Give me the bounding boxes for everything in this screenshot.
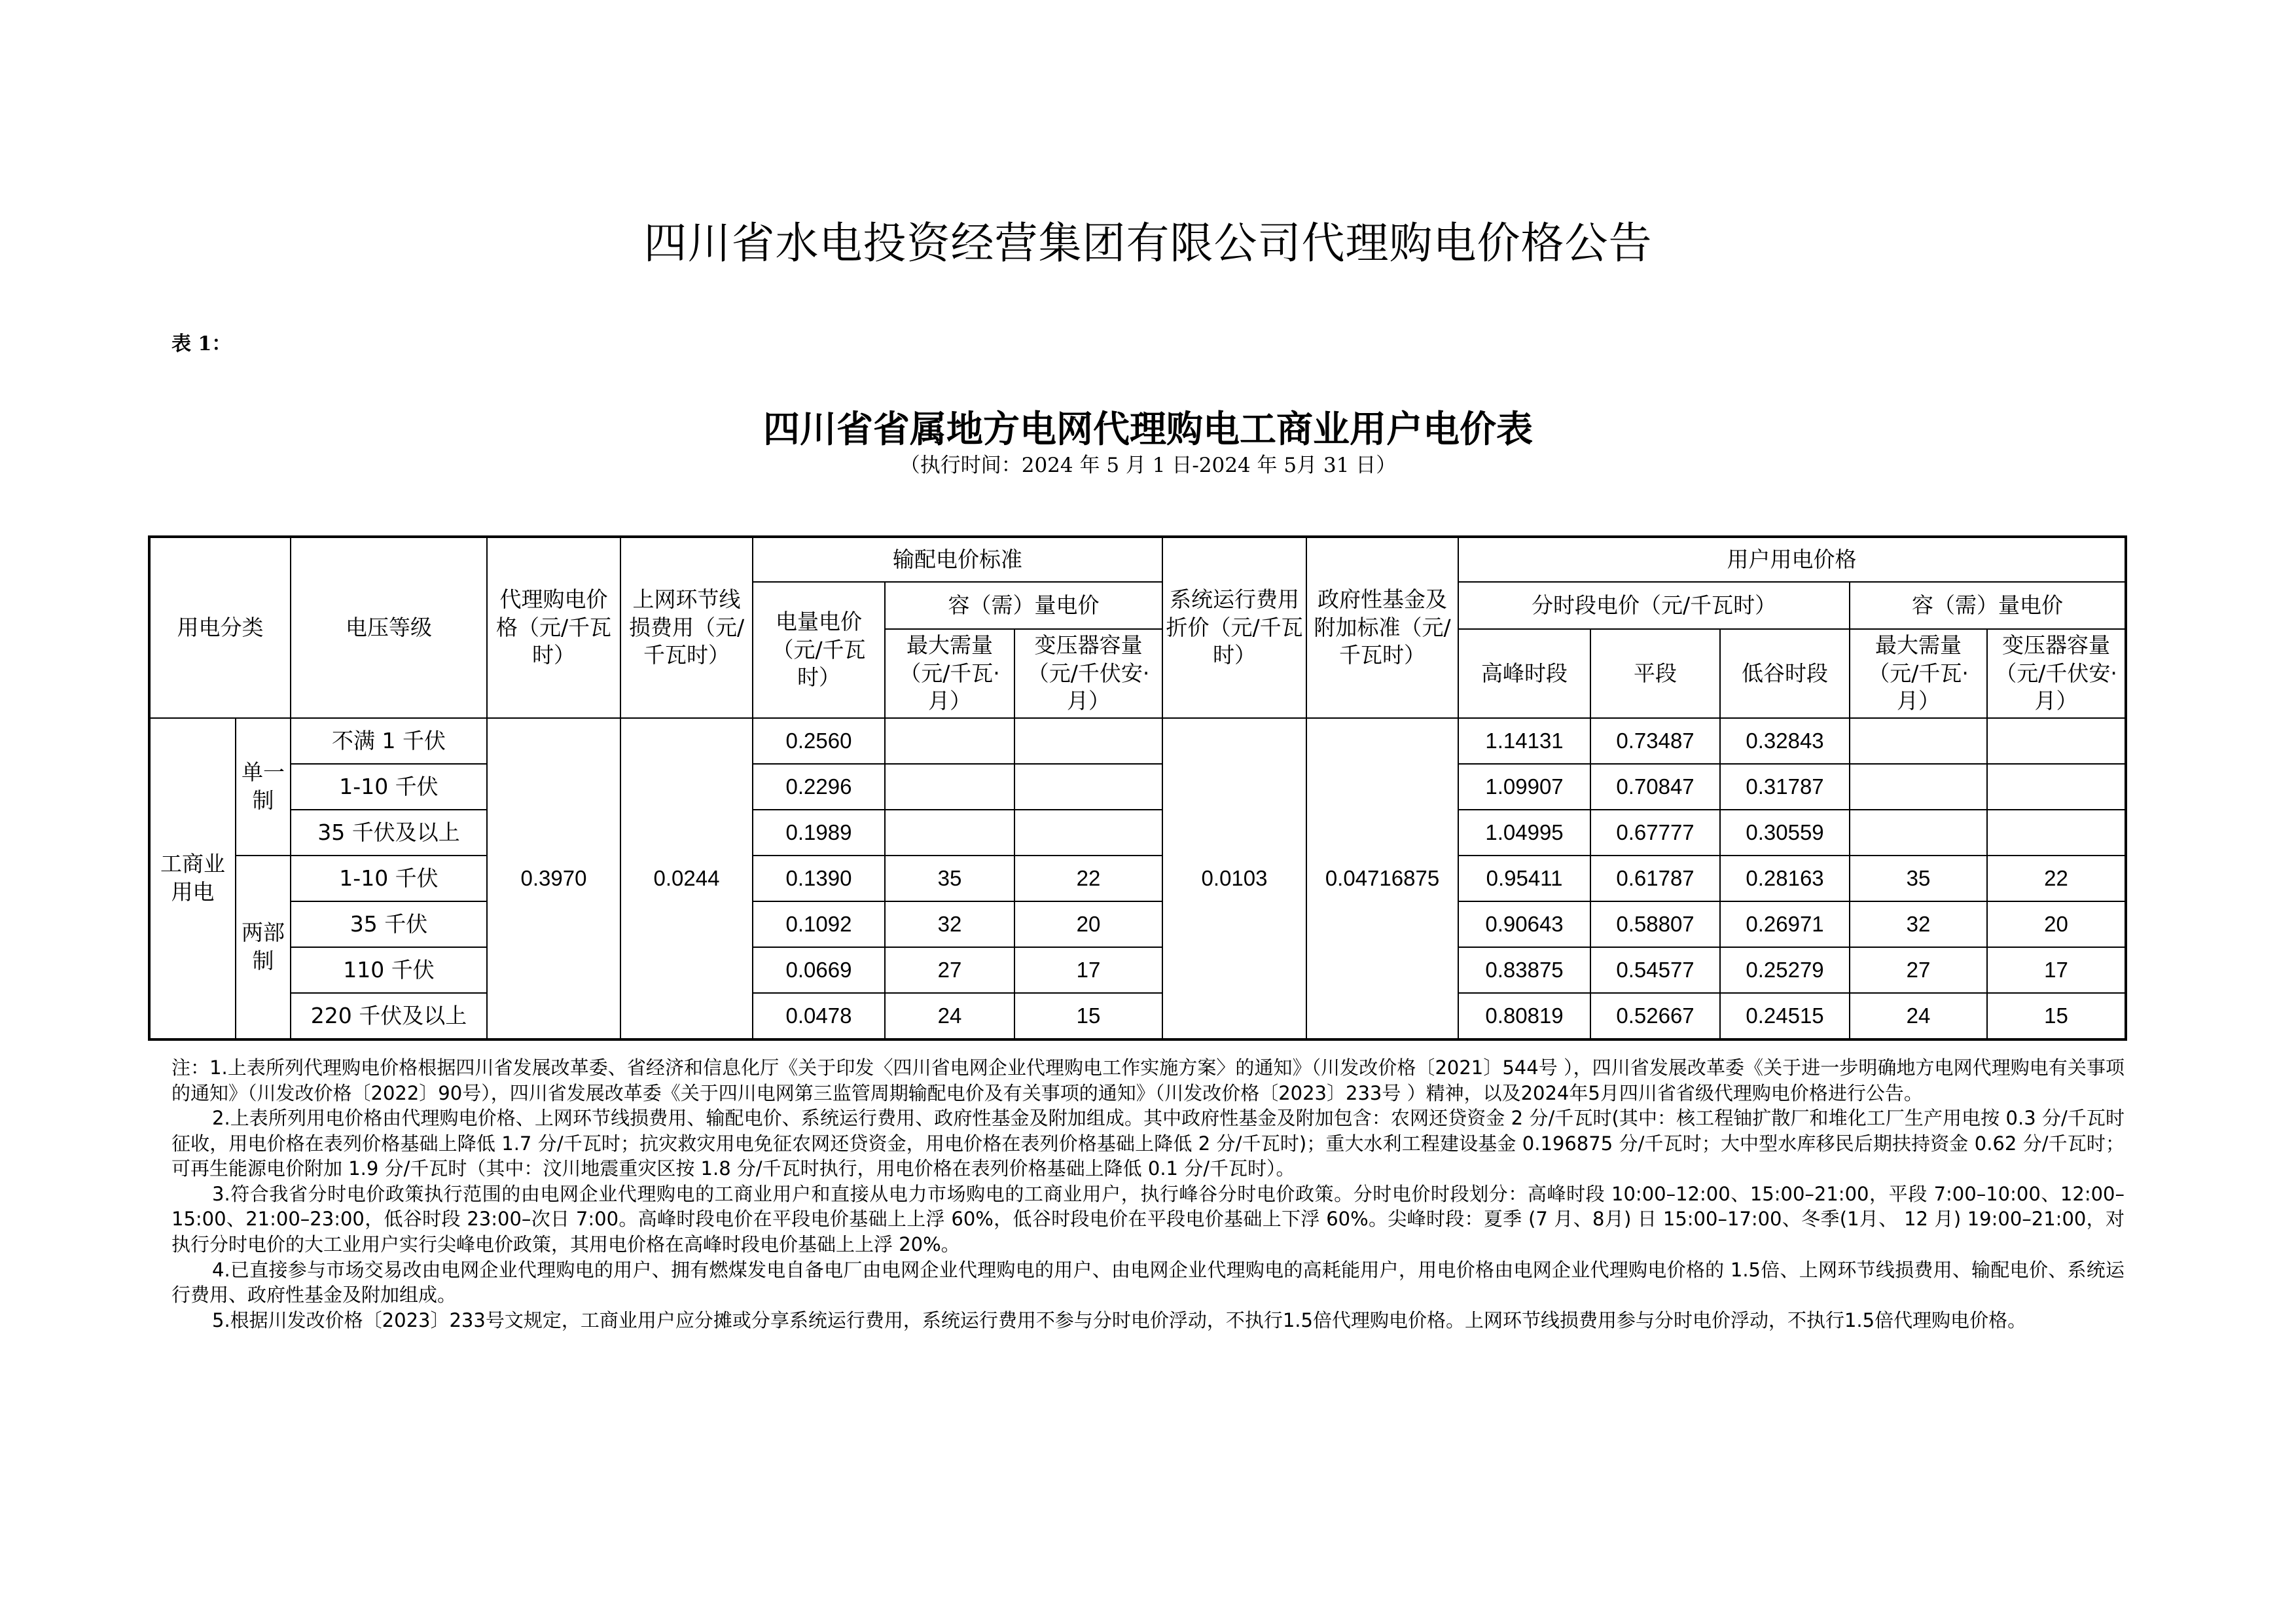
valley-cell: 0.26971 bbox=[1720, 901, 1850, 947]
user-max-demand-cell: 35 bbox=[1850, 856, 1987, 901]
flat-cell: 0.58807 bbox=[1590, 901, 1720, 947]
user-max-demand-cell: 32 bbox=[1850, 901, 1987, 947]
user-transformer-cell: 20 bbox=[1987, 901, 2126, 947]
voltage-cell: 35 千伏 bbox=[291, 901, 487, 947]
table-label: 表 1： bbox=[171, 333, 232, 355]
agency-price-cell: 0.3970 bbox=[487, 718, 620, 1039]
user-transformer-cell bbox=[1987, 764, 2126, 810]
table-subtitle: （执行时间：2024 年 5 月 1 日-2024 年 5月 31 日） bbox=[899, 454, 1397, 477]
user-transformer-cell: 15 bbox=[1987, 993, 2126, 1039]
header-system-fee: 系统运行费用折价（元/千瓦时） bbox=[1162, 537, 1306, 718]
max-demand-cell: 35 bbox=[885, 856, 1014, 901]
peak-cell: 1.14131 bbox=[1458, 718, 1590, 764]
max-demand-cell: 27 bbox=[885, 947, 1014, 993]
table-row bbox=[149, 901, 2126, 947]
header-valley: 低谷时段 bbox=[1720, 629, 1850, 718]
peak-cell: 1.04995 bbox=[1458, 810, 1590, 856]
table-row bbox=[149, 856, 2126, 901]
transformer-cell bbox=[1014, 810, 1162, 856]
header-energy-price: 电量电价（元/千瓦时） bbox=[753, 582, 885, 718]
user-max-demand-cell: 27 bbox=[1850, 947, 1987, 993]
header-agency-price: 代理购电价格（元/千瓦时） bbox=[487, 537, 620, 718]
flat-cell: 0.70847 bbox=[1590, 764, 1720, 810]
user-transformer-cell: 17 bbox=[1987, 947, 2126, 993]
notes-section bbox=[171, 1055, 2125, 1333]
gov-fund-cell: 0.04716875 bbox=[1306, 718, 1458, 1039]
peak-cell: 0.80819 bbox=[1458, 993, 1590, 1039]
header-loss-fee: 上网环节线损费用（元/千瓦时） bbox=[620, 537, 753, 718]
voltage-cell: 1-10 千伏 bbox=[291, 856, 487, 901]
peak-cell: 0.83875 bbox=[1458, 947, 1590, 993]
user-max-demand-cell: 24 bbox=[1850, 993, 1987, 1039]
valley-cell: 0.24515 bbox=[1720, 993, 1850, 1039]
max-demand-cell bbox=[885, 810, 1014, 856]
user-max-demand-cell bbox=[1850, 764, 1987, 810]
voltage-cell: 1-10 千伏 bbox=[291, 764, 487, 810]
voltage-cell: 220 千伏及以上 bbox=[291, 993, 487, 1039]
header-peak: 高峰时段 bbox=[1458, 629, 1590, 718]
voltage-cell: 不满 1 千伏 bbox=[291, 718, 487, 764]
max-demand-cell bbox=[885, 764, 1014, 810]
flat-cell: 0.61787 bbox=[1590, 856, 1720, 901]
energy-cell: 0.0669 bbox=[753, 947, 885, 993]
table-row bbox=[149, 764, 2126, 810]
valley-cell: 0.31787 bbox=[1720, 764, 1850, 810]
single-label: 单一制 bbox=[236, 718, 291, 856]
voltage-cell: 35 千伏及以上 bbox=[291, 810, 487, 856]
header-transmission: 输配电价标准 bbox=[753, 537, 1162, 582]
header-category: 用电分类 bbox=[149, 537, 291, 718]
voltage-cell: 110 千伏 bbox=[291, 947, 487, 993]
valley-cell: 0.32843 bbox=[1720, 718, 1850, 764]
page-title: 四川省水电投资经营集团有限公司代理购电价格公告 bbox=[643, 218, 1653, 268]
header-tou-price: 分时段电价（元/千瓦时） bbox=[1458, 582, 1850, 629]
user-transformer-cell bbox=[1987, 810, 2126, 856]
two-part-label: 两部制 bbox=[236, 856, 291, 1039]
header-transformer: 变压器容量（元/千伏安·月） bbox=[1014, 629, 1162, 718]
header-gov-fund: 政府性基金及附加标准（元/千瓦时） bbox=[1306, 537, 1458, 718]
energy-cell: 0.1989 bbox=[753, 810, 885, 856]
flat-cell: 0.54577 bbox=[1590, 947, 1720, 993]
max-demand-cell: 24 bbox=[885, 993, 1014, 1039]
header-capacity-price: 容（需）量电价 bbox=[885, 582, 1162, 629]
flat-cell: 0.73487 bbox=[1590, 718, 1720, 764]
flat-cell: 0.52667 bbox=[1590, 993, 1720, 1039]
table-title: 四川省省属地方电网代理购电工商业用户电价表 bbox=[763, 408, 1533, 451]
transformer-cell: 22 bbox=[1014, 856, 1162, 901]
header-max-demand: 最大需量（元/千瓦·月） bbox=[885, 629, 1014, 718]
energy-cell: 0.2296 bbox=[753, 764, 885, 810]
table-row bbox=[149, 718, 2126, 764]
loss-fee-cell: 0.0244 bbox=[620, 718, 753, 1039]
note-5: 5.根据川发改价格〔2023〕233号文规定，工商业用户应分摊或分享系统运行费用，系统运行费用不参与分时电价浮动，不执行1.5倍代理购电价格。上网环节线损费用参与分时电价浮动，不执行1.5倍代理购电价格。 bbox=[212, 1308, 2027, 1331]
header-voltage: 电压等级 bbox=[291, 537, 487, 718]
peak-cell: 1.09907 bbox=[1458, 764, 1590, 810]
transformer-cell: 15 bbox=[1014, 993, 1162, 1039]
header-user-transformer: 变压器容量（元/千伏安·月） bbox=[1987, 629, 2126, 718]
max-demand-cell: 32 bbox=[885, 901, 1014, 947]
energy-cell: 0.1390 bbox=[753, 856, 885, 901]
header-user-capacity: 容（需）量电价 bbox=[1850, 582, 2126, 629]
header-user-price: 用户用电价格 bbox=[1458, 537, 2126, 582]
table-row bbox=[149, 947, 2126, 993]
note-4: 4.已直接参与市场交易改由电网企业代理购电的用户、拥有燃煤发电自备电厂由电网企业代理购电的用户、由电网企业代理购电的高耗能用户，用电价格由电网企业代理购电价格的 1.5倍、上网环节线损费用、输配电价、系统运行费用、政府性基金及附加组成。 bbox=[171, 1258, 2125, 1307]
user-transformer-cell: 22 bbox=[1987, 856, 2126, 901]
valley-cell: 0.28163 bbox=[1720, 856, 1850, 901]
transformer-cell bbox=[1014, 764, 1162, 810]
energy-cell: 0.1092 bbox=[753, 901, 885, 947]
user-max-demand-cell bbox=[1850, 718, 1987, 764]
peak-cell: 0.95411 bbox=[1458, 856, 1590, 901]
note-1: 注：1.上表所列代理购电价格根据四川省发展改革委、省经济和信息化厅《关于印发〈四川省电网企业代理购电工作实施方案〉的通知》（川发改价格〔2021〕544号 ），四川省发展改革委《关于进一步明确地方电网代理购电有关事项的通知》（川发改价格〔2022〕90号），四川省发展改革委《关于四川电网第三监管周期输配电价及有关事项的通知》（川发改价格〔2023〕233号 ）精神，以及2024年5月四川省省级代理购电价格进行公告。 bbox=[171, 1056, 2125, 1104]
max-demand-cell bbox=[885, 718, 1014, 764]
category-cell: 工商业用电 bbox=[149, 718, 236, 1039]
header-user-max-demand: 最大需量（元/千瓦·月） bbox=[1850, 629, 1987, 718]
header-flat: 平段 bbox=[1590, 629, 1720, 718]
transformer-cell: 20 bbox=[1014, 901, 1162, 947]
valley-cell: 0.30559 bbox=[1720, 810, 1850, 856]
valley-cell: 0.25279 bbox=[1720, 947, 1850, 993]
user-max-demand-cell bbox=[1850, 810, 1987, 856]
note-3: 3.符合我省分时电价政策执行范围的由电网企业代理购电的工商业用户和直接从电力市场购电的工商业用户，执行峰谷分时电价政策。分时电价时段划分：高峰时段 10:00–12:00、15:00–21:00，平段 7:00–10:00、12:00–15:00、21:00–23:00，低谷时段 23:00–次日 7:00。高峰时段电价在平段电价基础上上浮 60%，低谷时段电价在平段电价基础上下浮 60%。尖峰时段：夏季 (7 月、8月) 日 15:00–17:00、冬季(1月、 12 月) 19:00–21:00，对执行分时电价的大工业用户实行尖峰电价政策，其用电价格在高峰时段电价基础上上浮 20%。 bbox=[171, 1182, 2125, 1255]
flat-cell: 0.67777 bbox=[1590, 810, 1720, 856]
price-table bbox=[148, 535, 2127, 1041]
peak-cell: 0.90643 bbox=[1458, 901, 1590, 947]
note-2: 2.上表所列用电价格由代理购电价格、上网环节线损费用、输配电价、系统运行费用、政府性基金及附加组成。其中政府性基金及附加包含：农网还贷资金 2 分/千瓦时(其中：核工程铀扩散厂和堆化工厂生产用电按 0.3 分/千瓦时征收，用电价格在表列价格基础上降低 1.7 分/千瓦时；抗灾救灾用电免征农网还贷资金，用电价格在表列价格基础上降低 2 分/千瓦时)；重大水利工程建设基金 0.196875 分/千瓦时；大中型水库移民后期扶持资金 0.62 分/千瓦时；可再生能源电价附加 1.9 分/千瓦时（其中：汶川地震重灾区按 1.8 分/千瓦时执行，用电价格在表列价格基础上降低 0.1 分/千瓦时）。 bbox=[171, 1107, 2125, 1180]
table-row bbox=[149, 810, 2126, 856]
energy-cell: 0.2560 bbox=[753, 718, 885, 764]
system-fee-cell: 0.0103 bbox=[1162, 718, 1306, 1039]
transformer-cell bbox=[1014, 718, 1162, 764]
transformer-cell: 17 bbox=[1014, 947, 1162, 993]
table-row bbox=[149, 993, 2126, 1039]
user-transformer-cell bbox=[1987, 718, 2126, 764]
energy-cell: 0.0478 bbox=[753, 993, 885, 1039]
